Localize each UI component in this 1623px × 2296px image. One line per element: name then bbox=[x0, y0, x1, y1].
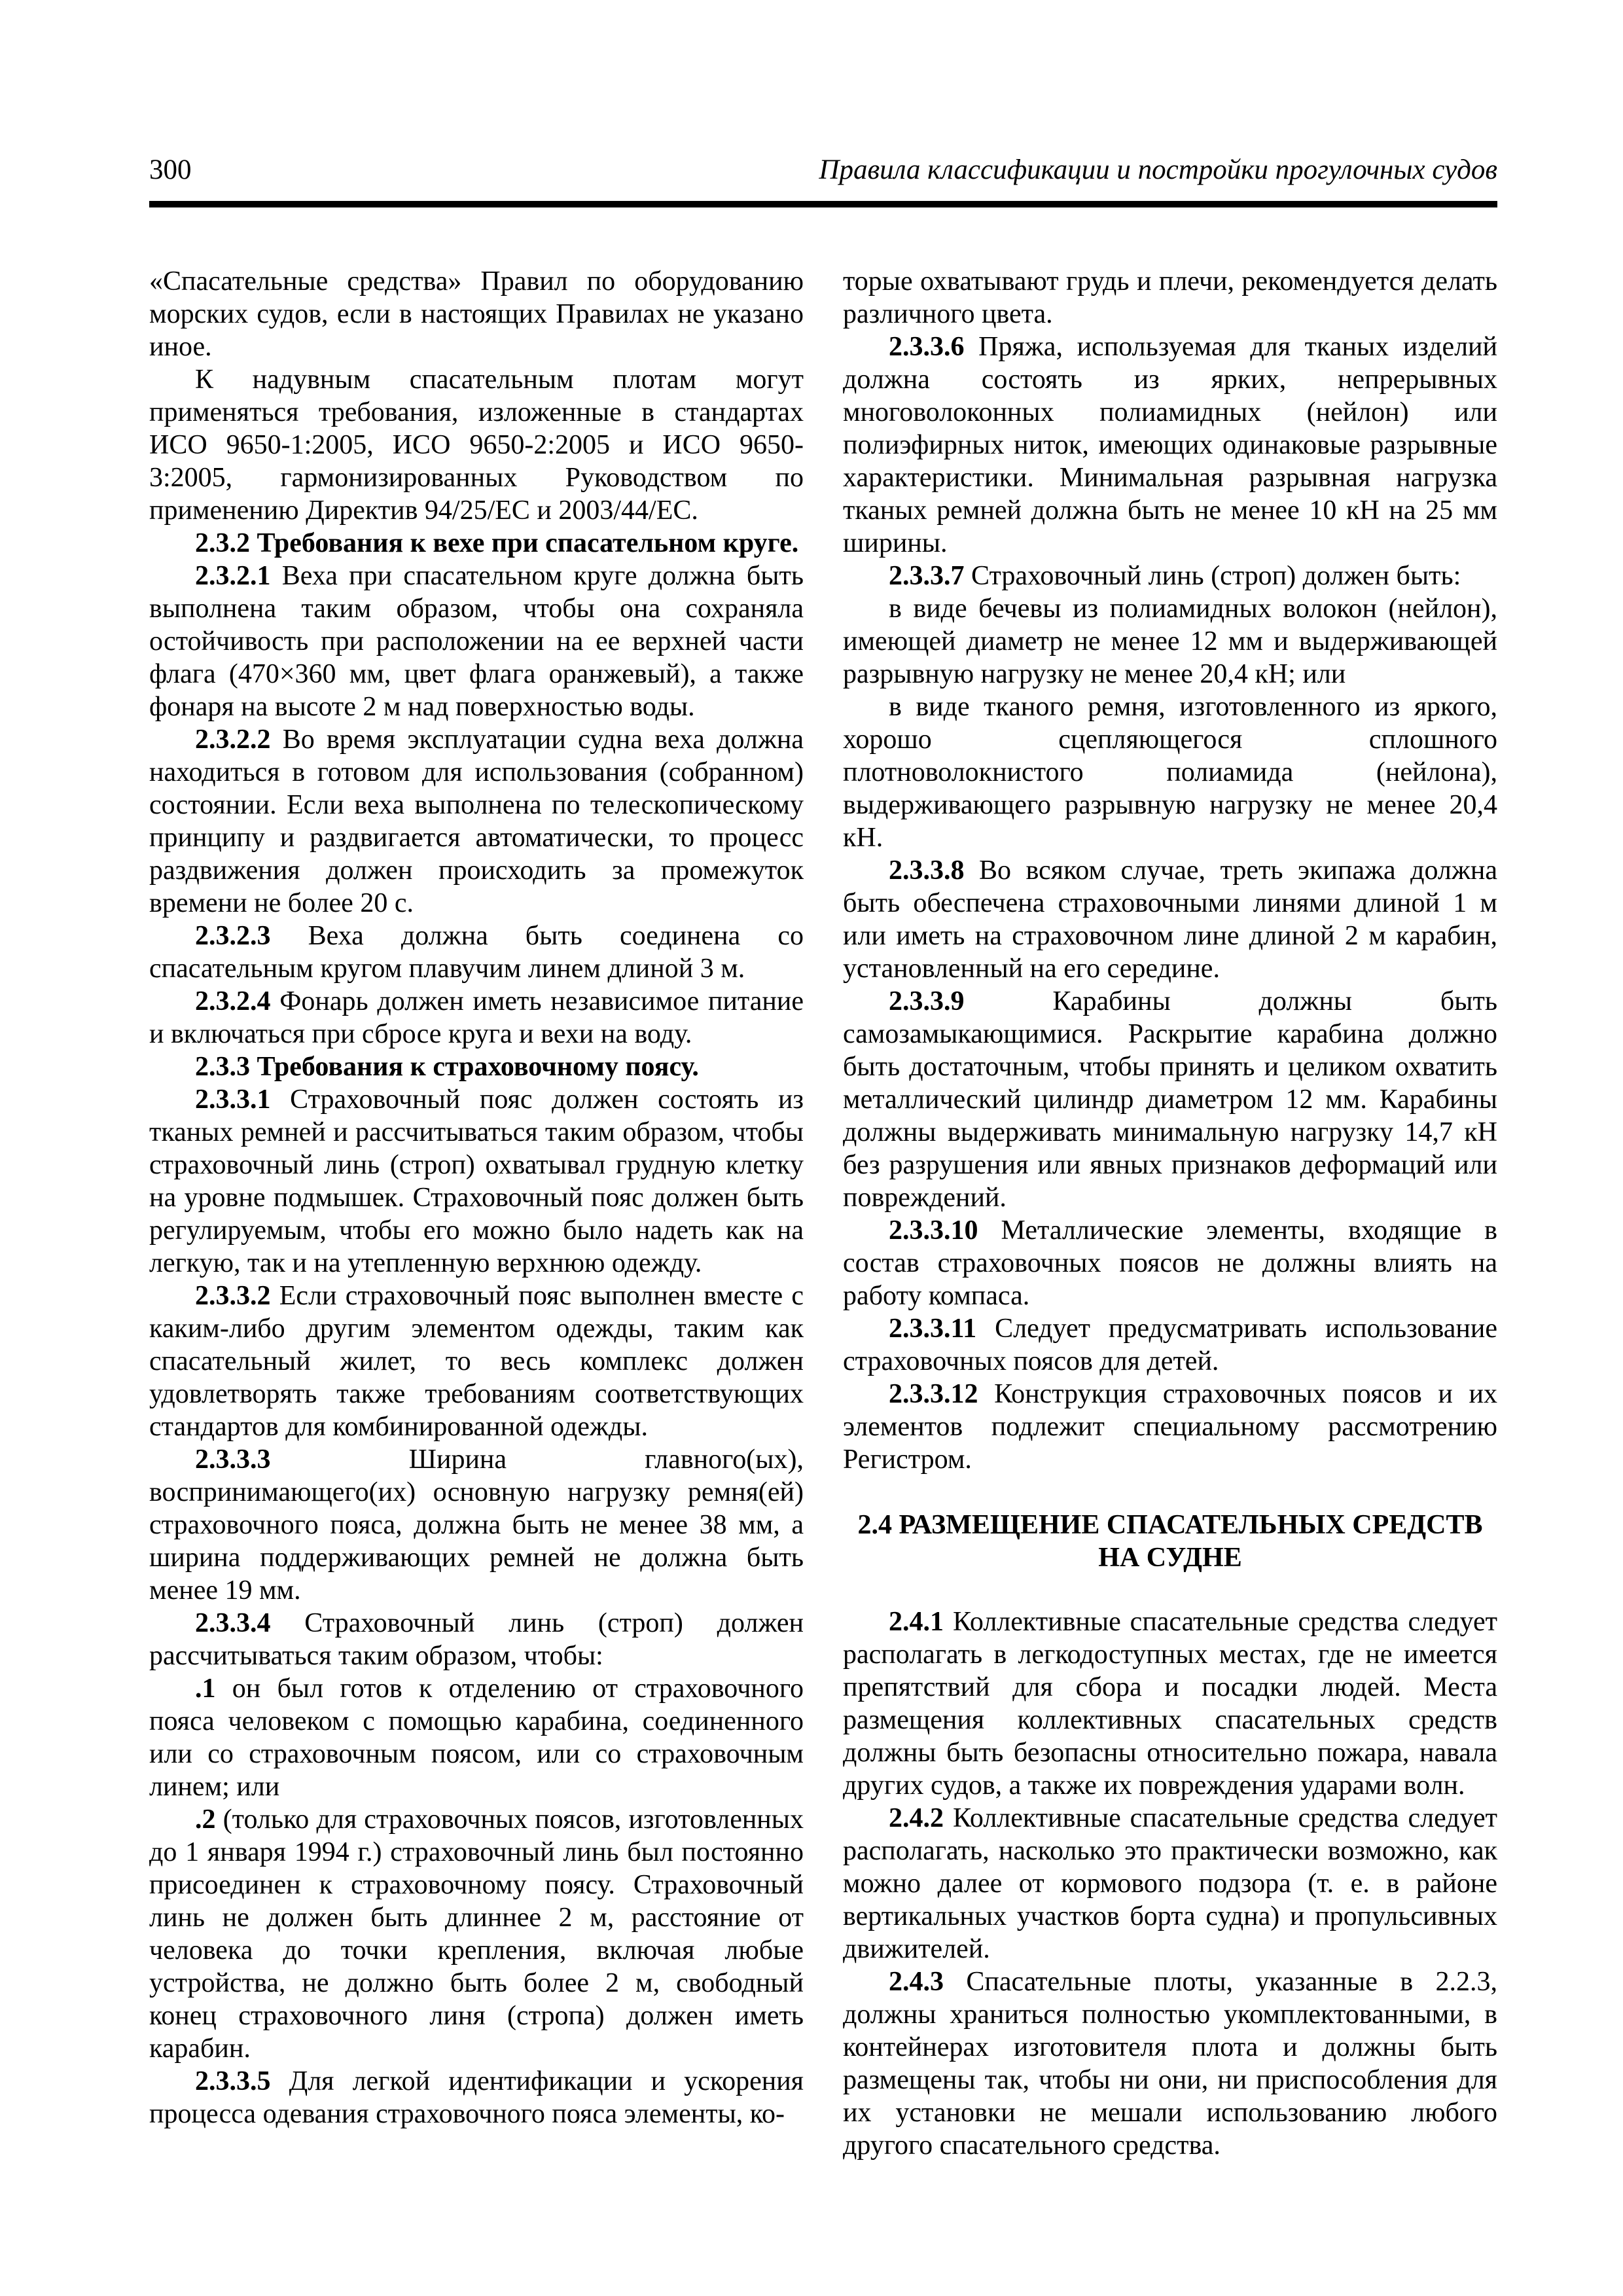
clause-number: 2.3.2.2 bbox=[195, 725, 283, 755]
clause-number: 2.4.1 bbox=[889, 1607, 953, 1637]
paragraph: «Спасательные средства» Правил по оборудованию морских судов, если в настоящих Правилах не указано иное. bbox=[149, 266, 804, 362]
page-number: 300 bbox=[149, 154, 192, 185]
paragraph: торые охватывают грудь и плечи, рекомендуется делать различного цвета. bbox=[843, 266, 1497, 329]
text-columns bbox=[149, 265, 1497, 2162]
clause-number: 2.3.3.6 bbox=[889, 332, 979, 362]
section-heading-line: НА СУДНЕ bbox=[1098, 1543, 1242, 1573]
clause-2-3-3-9: 2.3.3.9 Карабины должны быть самозамыкающимися. Раскрытие карабина должно быть достаточным, чтобы принять и целиком охватить металлический цилиндр диаметром 12 мм. Карабины должны выдерживать минимальную нагрузку 14,7 кН без разрушения или явных признаков деформаций или повреждений. bbox=[843, 986, 1497, 1213]
clause-number: 2.3.3.8 bbox=[889, 855, 979, 886]
clause-number: .1 bbox=[195, 1674, 232, 1704]
clause-number: .2 bbox=[195, 1804, 223, 1835]
clause-number: 2.3.3.2 bbox=[195, 1281, 279, 1311]
clause-2-3-2-1: 2.3.2.1 Веха при спасательном круге должна быть выполнена таким образом, чтобы она сохраняла остойчивость при расположении на ее верхней части флага (470×360 мм, цвет флага оранжевый), а также фонаря на высоте 2 м над поверхностью воды. bbox=[149, 561, 804, 722]
clause-2-3-3-12: 2.3.3.12 Конструкция страховочных поясов и их элементов подлежит специальному рассмотрению Регистром. bbox=[843, 1379, 1498, 1475]
clause-number: 2.3.3.7 bbox=[889, 561, 971, 591]
clause-2-3-2: 2.3.2 Требования к вехе при спасательном круге. bbox=[195, 528, 799, 558]
left-column bbox=[149, 265, 804, 2162]
clause-2-3-3-1: 2.3.3.1 Страховочный пояс должен состоять из тканых ремней и рассчитываться таким образом, чтобы страховочный линь (строп) охватывал грудную клетку на уровне подмышек. Страховочный пояс должен быть регулируемым, чтобы его можно было надеть как на легкую, так и на утепленную верхнюю одежду. bbox=[149, 1085, 804, 1278]
clause-number: 2.3.3.5 bbox=[195, 2066, 289, 2096]
clause-number: 2.4.2 bbox=[889, 1803, 953, 1833]
section-heading bbox=[843, 1509, 1497, 1574]
header-rule bbox=[149, 201, 1497, 207]
page-header bbox=[149, 156, 1497, 184]
paragraph: К надувным спасательным плотам могут применяться требования, изложенные в стандартах ИСО 9650-1:2005, ИСО 9650-2:2005 и ИСО 9650-3:2005, гармонизированных Руководством по применению Директив 94/25/ЕС и 2003/44/ЕС. bbox=[149, 365, 804, 526]
clause-2-3-2-4: 2.3.2.4 Фонарь должен иметь независимое питание и включаться при сбросе круга и вехи на воду. bbox=[149, 986, 804, 1049]
clause-2-3-3: 2.3.3 Требования к страховочному поясу. bbox=[195, 1052, 699, 1082]
clause-number: 2.3.3.9 bbox=[889, 986, 1053, 1016]
clause-2-4-1: 2.4.1 Коллективные спасательные средства следует располагать в легкодоступных местах, где не имеется препятствий для сбора и посадки людей. Места размещения коллективных спасательных средств должны быть безопасны относительно пожара, навала других судов, а также их повреждения ударами волн. bbox=[843, 1607, 1497, 1801]
clause-2-3-3-2: 2.3.3.2 Если страховочный пояс выполнен вместе с каким-либо другим элементом одежды, таким как спасательный жилет, то весь комплекс должен удовлетворять также требованиям соответствующих стандартов для комбинированной одежды. bbox=[149, 1281, 804, 1442]
clause-2-3-3-7: 2.3.3.7 Страховочный линь (строп) должен быть: bbox=[889, 561, 1461, 591]
clause-number: 2.3.2 bbox=[195, 528, 257, 558]
clause-2-4-2: 2.4.2 Коллективные спасательные средства следует располагать, насколько это практически возможно, как можно далее от кормового подзора (т. е. в районе вертикальных участков борта судна) и пропульсивных движителей. bbox=[843, 1803, 1497, 1964]
clause-number: 2.3.3.12 bbox=[889, 1379, 995, 1409]
clause-2-4-3: 2.4.3 Спасательные плоты, указанные в 2.2.3, должны храниться полностью укомплектованными, в контейнерах изготовителя плота и должны быть размещены так, чтобы ни они, ни приспособления для их установки не мешали использованию любого другого спасательного средства. bbox=[843, 1967, 1498, 2161]
content-block bbox=[149, 156, 1497, 2162]
right-column bbox=[843, 265, 1497, 2162]
clause-number: 2.3.2.3 bbox=[195, 921, 308, 951]
clause-2-3-3-4: 2.3.3.4 Страховочный линь (строп) должен рассчитываться таким образом, чтобы: bbox=[149, 1608, 804, 1671]
clause-pt-2: .2 (только для страховочных поясов, изготовленных до 1 января 1994 г.) страховочный линь был постоянно присоединен к страховочному поясу. Страховочный линь не должен быть длиннее 2 м, расстояние от человека до точки крепления, включая любые устройства, не должно быть более 2 м, свободный конец страховочного линя (стропа) должен иметь карабин. bbox=[149, 1804, 804, 2064]
clause-number: 2.3.3.10 bbox=[889, 1215, 1001, 1246]
clause-number: 2.3.2.1 bbox=[195, 561, 282, 591]
clause-2-3-3-10: 2.3.3.10 Металлические элементы, входящие в состав страховочных поясов не должны влиять на работу компаса. bbox=[843, 1215, 1497, 1311]
running-title: Правила классификации и постройки прогулочных судов bbox=[819, 154, 1497, 185]
section-heading-line: 2.4 РАЗМЕЩЕНИЕ СПАСАТЕЛЬНЫХ СРЕДСТВ bbox=[857, 1510, 1483, 1540]
clause-pt-1: .1 он был готов к отделению от страховочного пояса человеком с помощью карабина, соединенного или со страховочным поясом, или со страховочным линем; или bbox=[149, 1674, 804, 1802]
clause-2-3-3-6: 2.3.3.6 Пряжа, используемая для тканых изделий должна состоять из ярких, непрерывных многоволоконных полиамидных (нейлон) или полиэфирных ниток, имеющих одинаковые разрывные характеристики. Минимальная разрывная нагрузка тканых ремней должна быть не менее 10 кН на 25 мм ширины. bbox=[843, 332, 1498, 558]
clause-2-3-2-3: 2.3.2.3 Веха должна быть соединена со спасательным кругом плавучим линем длиной 3 м. bbox=[149, 921, 804, 984]
clause-number: 2.3.3.1 bbox=[195, 1085, 291, 1115]
clause-2-3-3-8: 2.3.3.8 Во всяком случае, треть экипажа должна быть обеспечена страховочными линями длиной 1 м или иметь на страховочном лине длиной 2 м карабин, установленный на его середине. bbox=[843, 855, 1498, 984]
clause-number: 2.3.3 bbox=[195, 1052, 257, 1082]
paragraph: в виде бечевы из полиамидных волокон (нейлон), имеющей диаметр не менее 12 мм и выдерживающей разрывную нагрузку не менее 20,4 кН; или bbox=[843, 594, 1497, 689]
clause-number: 2.4.3 bbox=[889, 1967, 967, 1997]
clause-number: 2.3.2.4 bbox=[195, 986, 280, 1016]
clause-number: 2.3.3.11 bbox=[889, 1314, 995, 1344]
clause-2-3-2-2: 2.3.2.2 Во время эксплуатации судна веха должна находиться в готовом для использования (собранном) состоянии. Если веха выполнена по телескопическому принципу и раздвигается автоматически, то процесс раздвижения должен происходить за промежуток времени не более 20 с. bbox=[149, 725, 804, 918]
clause-number: 2.3.3.3 bbox=[195, 1444, 409, 1475]
clause-number: 2.3.3.4 bbox=[195, 1608, 305, 1638]
clause-2-3-3-5: 2.3.3.5 Для легкой идентификации и ускорения процесса одевания страховочного пояса элементы, ко- bbox=[149, 2066, 804, 2129]
clause-2-3-3-3: 2.3.3.3 Ширина главного(ых), воспринимающего(их) основную нагрузку ремня(ей) страховочного пояса, должна быть не менее 38 мм, а ширина поддерживающих ремней не должна быть менее 19 мм. bbox=[149, 1444, 804, 1605]
clause-2-3-3-11: 2.3.3.11 Следует предусматривать использование страховочных поясов для детей. bbox=[843, 1314, 1497, 1376]
paragraph: в виде тканого ремня, изготовленного из яркого, хорошо сцепляющегося сплошного плотноволокнистого полиамида (нейлона), выдерживающего разрывную нагрузку не менее 20,4 кН. bbox=[843, 692, 1497, 853]
